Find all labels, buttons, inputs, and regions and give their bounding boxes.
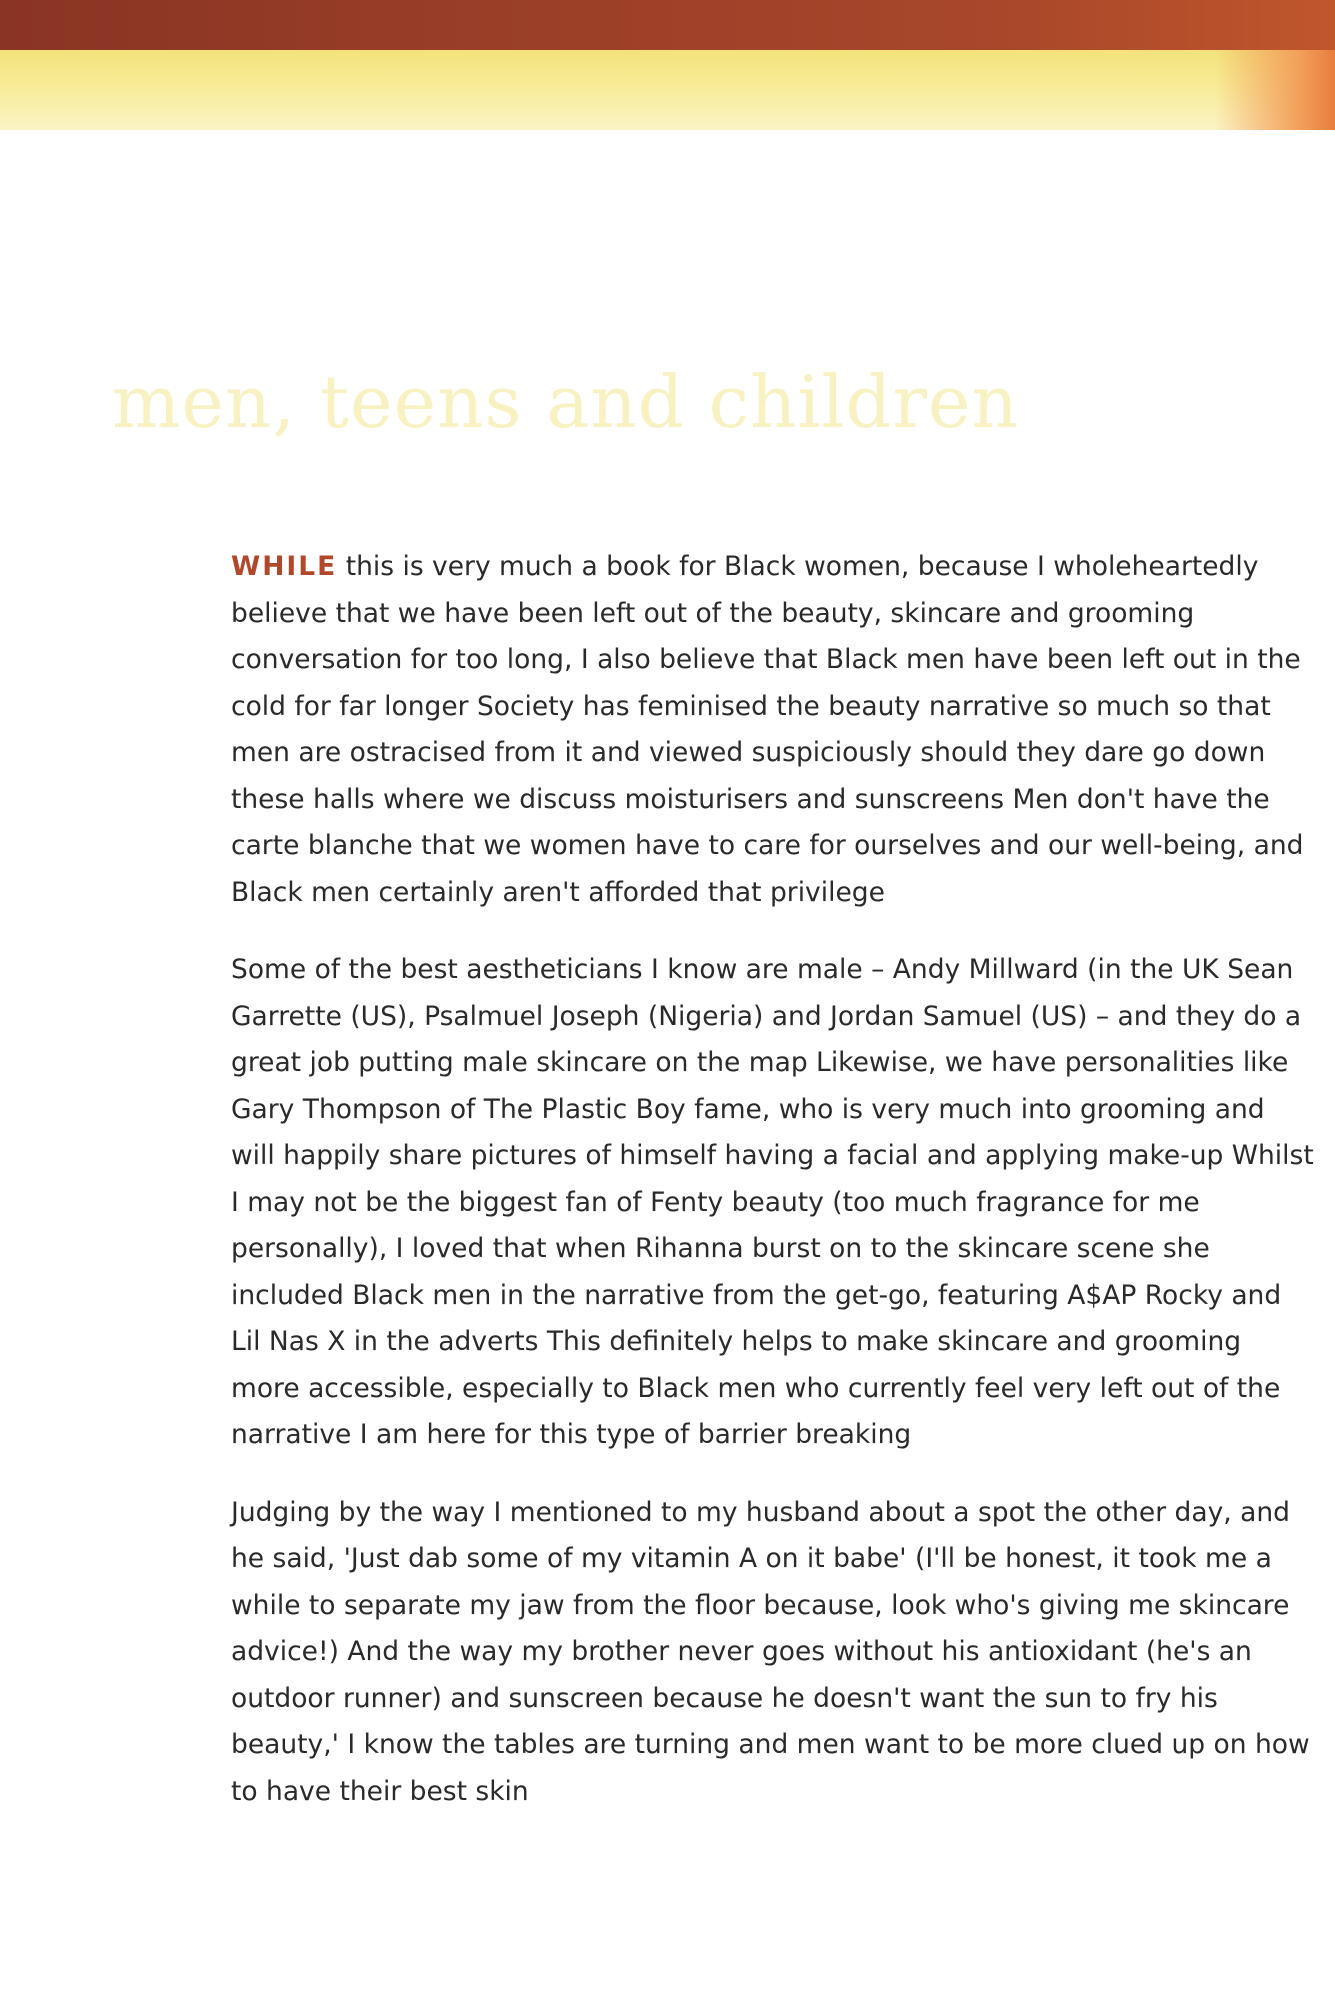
lead-in-word: WHILE — [231, 551, 338, 582]
paragraph — [231, 544, 1316, 916]
chapter-title: men, teens and children — [112, 360, 1019, 444]
paragraph: Judging by the way I mentioned to my husband about a spot the other day, and he said, 'Just dab some of my vitamin A on it babe' (I'll be honest, it took me a while to separate my jaw from the floor because, look who's giving me skincare advice!) And the way my brother never goes without his antioxidant (he's an outdoor runner) and sunscreen because he doesn't want the sun to fry his beauty,' I know the tables are turning and men want to be more clued up on how to have their best skin — [231, 1496, 1310, 1807]
header-band-light — [0, 50, 1335, 130]
header-band-dark — [0, 0, 1335, 50]
paragraph-text: this is very much a book for Black women, because I wholeheartedly believe that we have been left out of the beauty, skincare and grooming conversation for too long, I also believe that Black men have been left out in the cold for far longer Society has feminised the beauty narrative so much so that men are ostracised from it and viewed suspiciously should they dare go down these halls where we discuss moisturisers and sunscreens Men don't have the carte blanche that we women have to care for ourselves and our well-being, and Black men certainly aren't afforded that privilege — [231, 551, 1304, 908]
paragraph: Some of the best aestheticians I know are male – Andy Millward (in the UK Sean Garrette (US), Psalmuel Joseph (Nigeria) and Jordan Samuel (US) – and they do a great job putting male skincare on the map Likewise, we have personalities like Gary Thompson of The Plastic Boy fame, who is very much into grooming and will happily share pictures of himself having a facial and applying make-up Whilst I may not be the biggest fan of Fenty beauty (too much fragrance for me personally), I loved that when Rihanna burst on to the skincare scene she included Black men in the narrative from the get-go, featuring A$AP Rocky and Lil Nas X in the adverts This definitely helps to make skincare and grooming more accessible, especially to Black men who currently feel very left out of the narrative I am here for this type of barrier breaking — [231, 954, 1314, 1450]
body-text — [231, 544, 1316, 1846]
